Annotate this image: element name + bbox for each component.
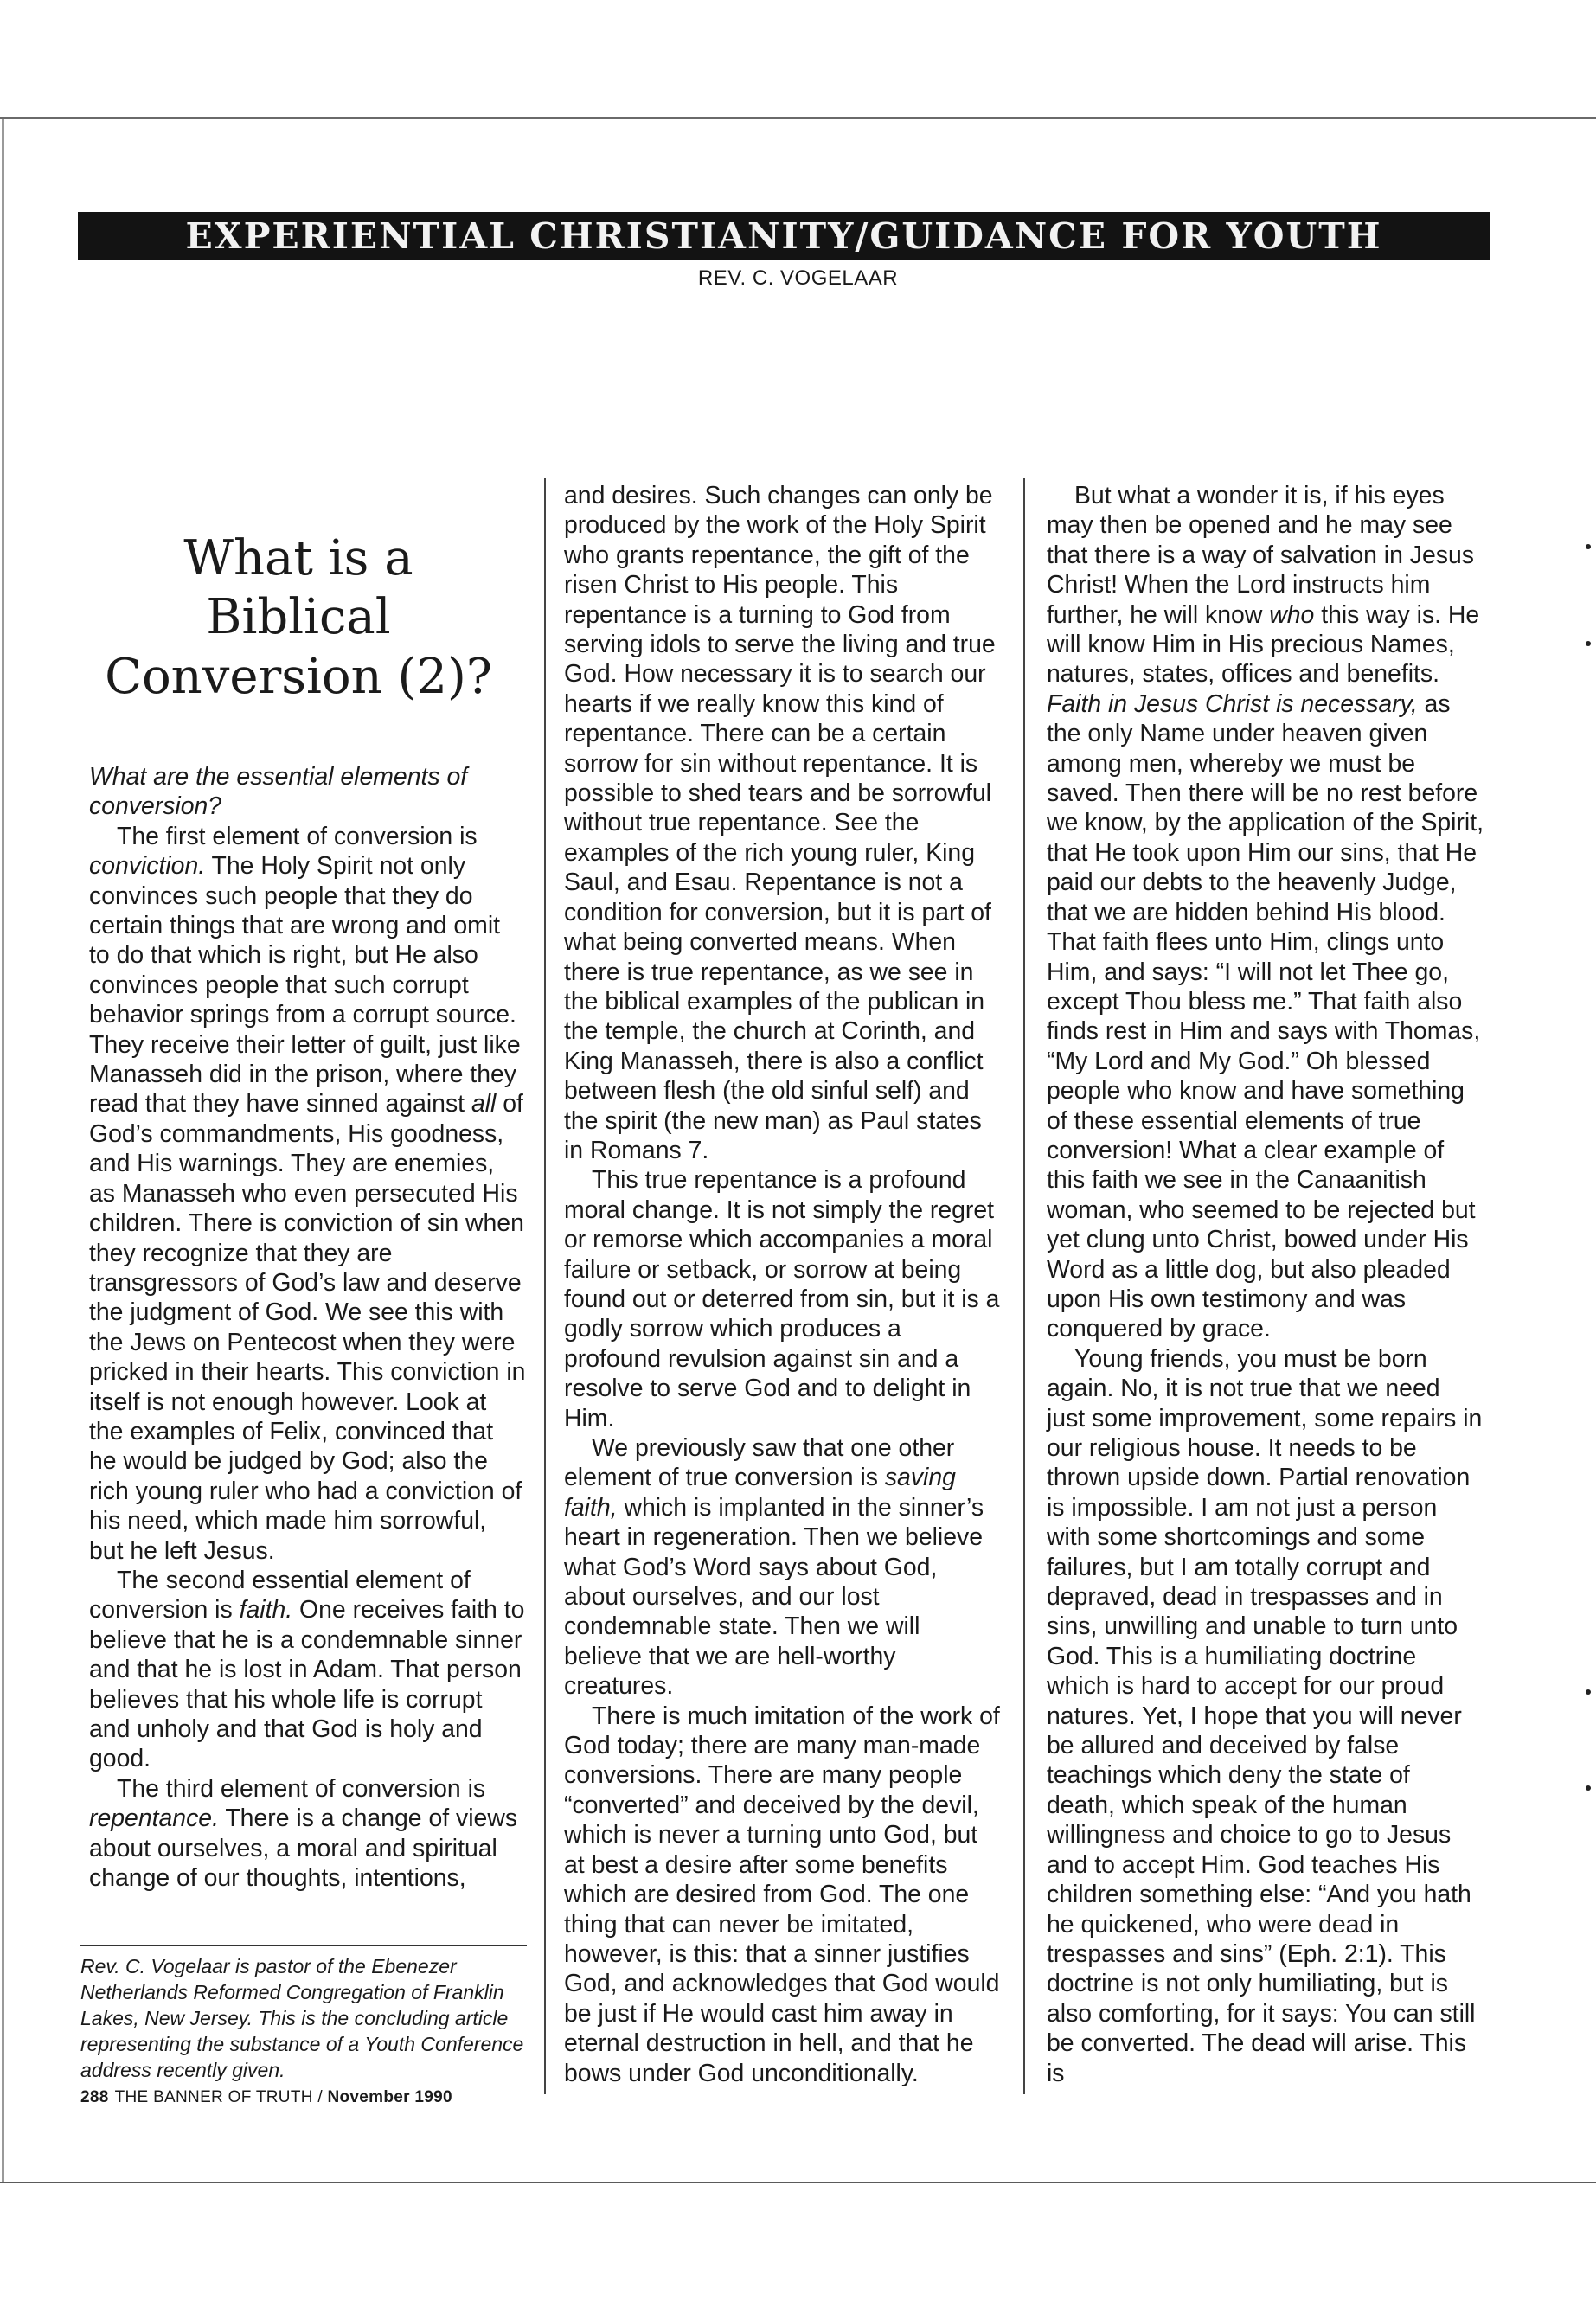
text-run: and desires. Such changes can only be produced by the work of the Holy Spirit who grants repentance, the gift of the risen Christ to His people. This repentance is a turning to God from serving idols to serve the living and true God. How necessary it is to search our hearts if we really know this kind of repentance. There can be a certain sorrow for sin without repentance. It is possible to shed tears and be sorrowful without true repentance. See the examples of the rich young ruler, King Saul, and Esau. Repentance is not a condition for conversion, but it is part of what being converted means. When there is true repentance, as we see in the biblical examples of the publican in the temple, the church at Corinth, and King Manasseh, there is also a conflict between flesh (the old sinful self) and the spirit (the new man) as Paul states in Romans 7. xyxy=(564,482,996,1164)
scan-mark xyxy=(1586,544,1591,549)
page-top-rule xyxy=(0,117,1596,119)
paragraph xyxy=(564,1433,1001,1702)
paragraph xyxy=(1047,481,1484,1344)
paragraph xyxy=(89,822,526,1566)
article-column-3 xyxy=(1047,481,1484,2088)
article-column-2 xyxy=(564,481,1001,2088)
text-run: We previously saw that one other element of true conversion is xyxy=(564,1434,955,1492)
text-run: The third element of conversion is xyxy=(117,1774,486,1803)
page-number: 288 xyxy=(80,2088,109,2106)
page-folio xyxy=(80,2088,452,2107)
text-run: The Holy Spirit not only convinces such people that they do certain things that are wrong and omit to do that which is right, but He also convinces people that such corrupt behavior springs from a corrupt source. They receive their letter of guilt, just like Manasseh did in the prison, where they read that they have sinned against xyxy=(89,852,521,1118)
paragraph xyxy=(564,481,1001,1165)
text-run: which is implanted in the sinner’s heart in regeneration. Then we believe what God’s Word says about God, about ourselves, and our lost condemnable state. Then we will believe that we are hell-worthy creatures. xyxy=(564,1493,984,1701)
text-run: One receives faith to believe that he is a condemnable sinner and that he is lost in Adam. That person believes that his whole life is corrupt and unholy and that God is holy and good. xyxy=(89,1596,525,1773)
paragraph xyxy=(89,1566,526,1774)
emphasis-text: conviction. xyxy=(89,852,206,881)
text-run: But what a wonder it is, if his eyes may then be opened and he may see that there is a way of salvation in Jesus Christ! When the Lord instructs him further, he will know xyxy=(1047,482,1474,629)
text-run: of God’s commandments, His goodness, and His warnings. They are enemies, as Manasseh who even persecuted His children. There is conviction of sin when they recognize that they are transgressors of God’s law and deserve the judgment of God. We see this with the Jews on Pentecost when they were pricked in their hearts. This conviction in itself is not enough however. Look at the examples of Felix, convinced that he would be judged by God; also the rich young ruler who had a conviction of his need, which made him sorrowful, but he left Jesus. xyxy=(89,1090,526,1565)
footnote-rule xyxy=(80,1945,527,1946)
article-title-line-1: What is a Biblical xyxy=(183,530,413,646)
scan-mark xyxy=(1586,641,1591,646)
text-run: This true repentance is a profound moral change. It is not simply the regret or remorse which accompanies a moral failure or setback, or sorrow at being found out or deterred from sin, but it is a godly sorrow which produces a profound revulsion against sin and a resolve to serve God and to delight in Him. xyxy=(564,1166,1000,1433)
text-run: There is a change of views about ourselves, a moral and spiritual change of our thoughts, intentions, xyxy=(89,1804,518,1893)
text-run: this way is. He will know Him in His precious Names, natures, states, offices and benefits. xyxy=(1047,600,1480,689)
paragraph xyxy=(564,1702,1001,2088)
paragraph xyxy=(1047,1344,1484,2088)
paragraph xyxy=(89,1774,526,1894)
emphasis-text: faith. xyxy=(239,1596,293,1625)
text-run: Young friends, you must be born again. No, it is not true that we need just some improvement, some repairs in our religious house. It needs to be thrown upside down. Partial renovation is impossible. I am not just a person with some shortcomings and some failures, but I am totally corrupt and depraved, dead in trespasses and in sins, unwilling and unable to turn unto God. This is a humiliating doctrine which is hard to accept for our proud natures. Yet, I hope that you will never be allured and deceived by false teachings which deny the state of death, which speak of the human willingness and choice to go to Jesus and to accept Him. God teaches His children something else: “And you hath he quickened, who were dead in trespasses and sins” (Eph. 2:1). This doctrine is not only humiliating, but is also comforting, for it says: You can still be converted. The dead will arise. This is xyxy=(1047,1344,1483,2087)
page-bottom-rule xyxy=(0,2182,1596,2183)
issue-date: November 1990 xyxy=(327,2088,452,2106)
magazine-name: THE BANNER OF TRUTH / xyxy=(114,2088,323,2106)
scan-mark xyxy=(1586,1785,1591,1791)
article-title-line-2: Conversion (2)? xyxy=(105,648,492,705)
paragraph xyxy=(564,1165,1001,1433)
author-byline: REV. C. VOGELAAR xyxy=(697,266,899,290)
emphasis-text: saving faith, xyxy=(564,1464,956,1522)
article-column-1 xyxy=(89,762,526,1893)
article-title xyxy=(87,529,510,707)
question-text: What are the essential elements of conversion? xyxy=(89,763,468,821)
text-run: The first element of conversion is xyxy=(117,822,478,850)
column-divider-1 xyxy=(544,478,546,2094)
section-banner: EXPERIENTIAL CHRISTIANITY/GUIDANCE FOR YOUTH xyxy=(78,212,1490,260)
question-paragraph xyxy=(89,762,526,822)
page-left-edge xyxy=(2,119,4,2182)
column-divider-2 xyxy=(1023,478,1025,2094)
text-run: The second essential element of conversion is xyxy=(89,1566,471,1625)
emphasis-text: repentance. xyxy=(89,1804,219,1833)
scan-mark xyxy=(1586,1689,1591,1695)
emphasis-text: all xyxy=(471,1090,497,1118)
author-footnote: Rev. C. Vogelaar is pastor of the Ebenezer Netherlands Reformed Congregation of Franklin Lakes, New Jersey. This is the concluding article representing the substance of a Youth Conference address recently given. xyxy=(80,1955,524,2081)
emphasis-text: Faith in Jesus Christ is necessary, xyxy=(1047,689,1418,718)
text-run: There is much imitation of the work of God today; there are many man-made conversions. There are many people “converted” and deceived by the devil, which is never a turning unto God, but at best a desire after some benefits which are desired from God. The one thing that can never be imitated, however, is this: that a sinner justifies God, and acknowledges that God would be just if He would cast him away in eternal destruction in hell, and that he bows under God unconditionally. xyxy=(564,1702,1000,2087)
emphasis-text: who xyxy=(1269,600,1315,629)
text-run: as the only Name under heaven given among men, whereby we must be saved. Then there will be no rest before we know, by the application of the Spirit, that He took upon Him our sins, that He paid our debts to the heavenly Judge, that we are hidden behind His blood. That faith flees unto Him, clings unto Him, and says: “I will not let Thee go, except Thou bless me.” That faith also finds rest in Him and says with Thomas, “My Lord and My God.” Oh blessed people who know and have something of these essential elements of true conversion! What a clear example of this faith we see in the Canaanitish woman, who seemed to be rejected but yet clung unto Christ, bowed under His Word as a little dog, but also pleaded upon His own testimony and was conquered by grace. xyxy=(1047,689,1484,1343)
